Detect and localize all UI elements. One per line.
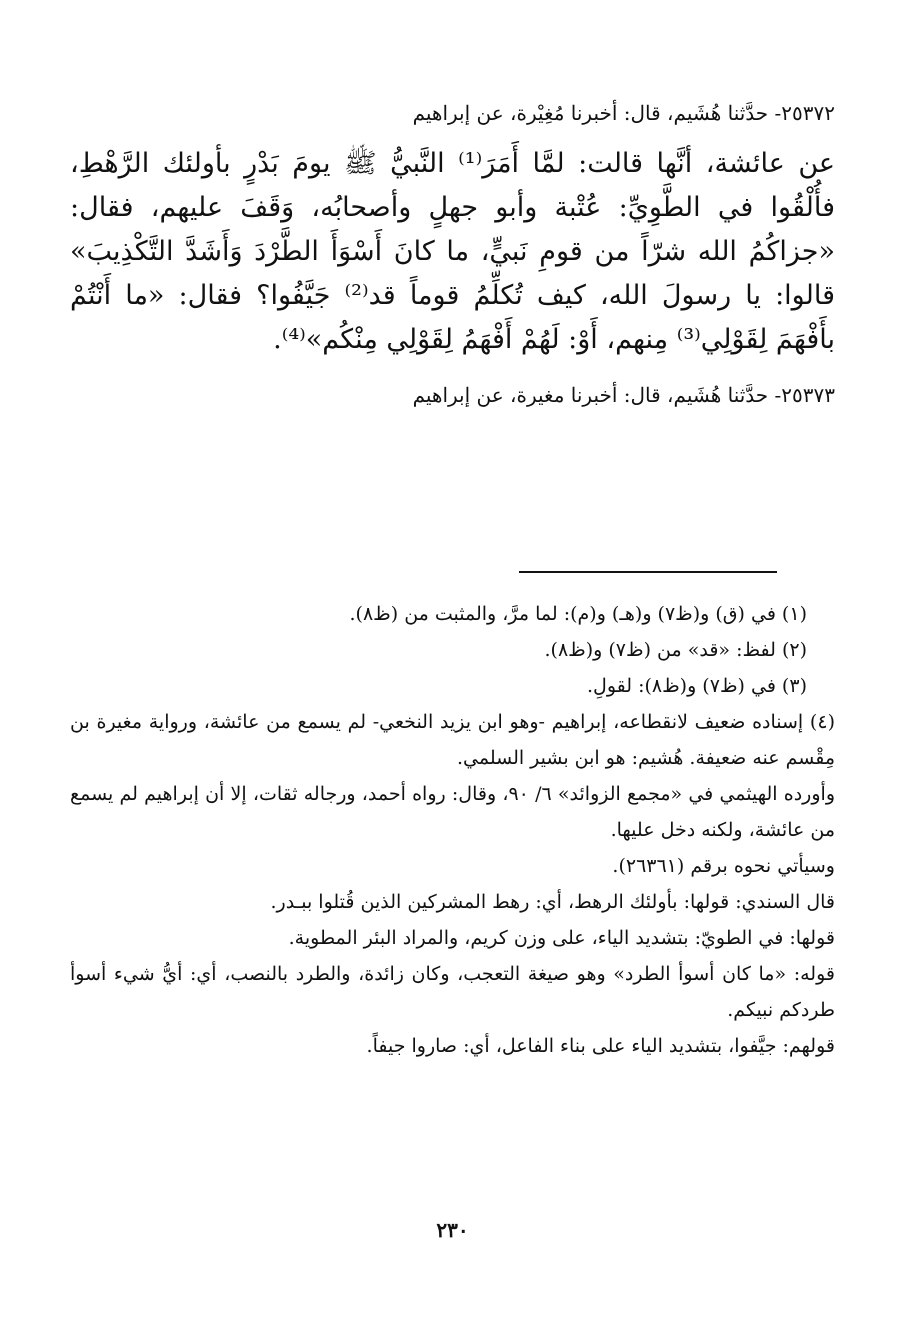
footnotes: [70, 596, 835, 1064]
footnote-3: (٣) في (ظ٧) و(ظ٨): لقولِ.: [586, 675, 807, 697]
footnote-4-majma: وأورده الهيثمي في «مجمع الزوائد» ٦/ ٩٠، وقال: رواه أحمد، ورجاله ثقات، إلا أن إبراهيم لم يسمع من عائشة، ولكنه دخل عليها.: [70, 783, 835, 841]
hadith-body: [70, 98, 835, 410]
footnote-divider: [519, 571, 777, 573]
footnote-4-tawi: قولها: في الطويّ: بتشديد الياء، على وزن كريم، والمراد البئر المطوية.: [288, 927, 835, 949]
hadith-25373-header: ٢٥٣٧٣- حدَّثنا هُشَيم، قال: أخبرنا مغيرة، عن إبراهيم: [412, 383, 835, 407]
footnote-2: (٢) لفظ: «قد» من (ظ٧) و(ظ٨).: [544, 639, 807, 661]
hadith-25372-text: عن عائشة، أنَّها قالت: لمَّا أَمَرَ⁽¹⁾ النَّبيُّ ﷺ يومَ بَدْرٍ بأولئك الرَّهْطِ، فأُلْقُوا في الطَّوِيِّ: عُتْبة وأبو جهلٍ وأصحابُه، وَقَفَ عليهم، فقال: «جزاكُمُ الله شرّاً من قومِ نَبيٍّ، ما كانَ أَسْوَأَ الطَّرْدَ وَأَشَدَّ التَّكْذِيبَ» قالوا: يا رسولَ الله، كيف تُكلِّمُ قوماً قد⁽²⁾ جَيَّفُوا؟ فقال: «ما أَنْتُمْ بأَفْهَمَ لِقَوْلِي⁽³⁾ مِنهم، أَوْ: لَهُمْ أَفْهَمُ لِقَوْلِي مِنْكُم»⁽⁴⁾.: [70, 148, 836, 355]
footnote-4-crossref: وسيأتي نحوه برقم (٢٦٣٦١).: [612, 855, 835, 877]
footnote-4: (٤) إسناده ضعيف لانقطاعه، إبراهيم -وهو ابن يزيد النخعي- لم يسمع من عائشة، ورواية مغيرة بن مِقْسم عنه ضعيفة. هُشيم: هو ابن بشير السلمي.: [70, 711, 835, 769]
page-number: ٢٣٠: [436, 1218, 469, 1242]
footnote-4-tard: قوله: «ما كان أسوأ الطرد» وهو صيغة التعجب، وكان زائدة، والطرد بالنصب، أي: أيُّ شيء أسوأ طردكم نبيكم.: [70, 963, 835, 1021]
footnote-4-sindi: قال السندي: قولها: بأولئك الرهط، أي: رهط المشركين الذين قُتلوا ببـدر.: [270, 891, 835, 913]
hadith-25372-header: ٢٥٣٧٢- حدَّثنا هُشَيم، قال: أخبرنا مُغِيْرة، عن إبراهيم: [412, 101, 835, 125]
footnote-1: (١) في (ق) و(ظ٧) و(هـ) و(م): لما مرَّ، والمثبت من (ظ٨).: [349, 603, 807, 625]
footnote-4-jayyafu: قولهم: جيَّفوا، بتشديد الياء على بناء الفاعل، أي: صاروا جيفاً.: [366, 1035, 835, 1057]
